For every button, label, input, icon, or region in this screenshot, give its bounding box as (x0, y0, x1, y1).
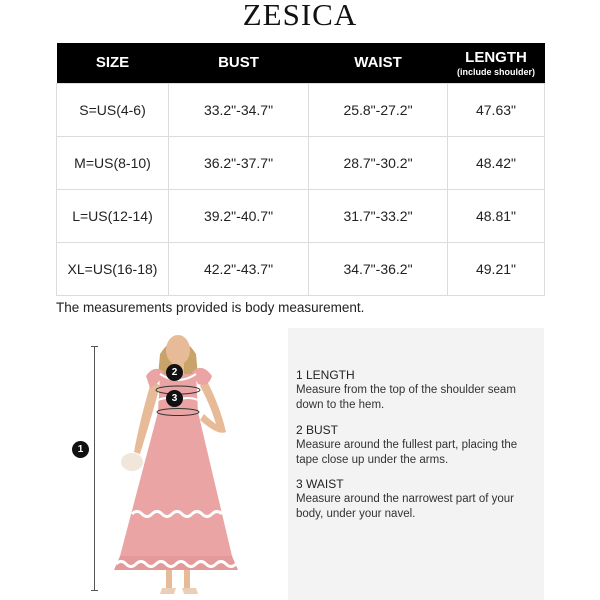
cell-size: M=US(8-10) (57, 136, 169, 189)
cell-length: 48.42" (448, 136, 545, 189)
brand-logo: ZESICA (242, 0, 358, 32)
table-row (57, 242, 545, 295)
cell-bust: 42.2"-43.7" (169, 242, 309, 295)
marker-length: 1 (72, 441, 89, 458)
marker-waist: 3 (166, 390, 183, 407)
cell-length: 47.63" (448, 83, 545, 136)
bust-title: 2 BUST (296, 423, 339, 437)
bust-description: Measure around the fullest part, placing the tape close up under the arms. (296, 439, 518, 466)
cell-waist: 31.7"-33.2" (309, 189, 448, 242)
cell-size: XL=US(16-18) (57, 242, 169, 295)
cell-bust: 36.2"-37.7" (169, 136, 309, 189)
waist-description: Measure around the narrowest part of your body, under your navel. (296, 493, 514, 520)
cell-size: L=US(12-14) (57, 189, 169, 242)
measurement-guide-panel (288, 328, 544, 600)
header-size: SIZE (57, 43, 169, 83)
cell-waist: 28.7"-30.2" (309, 136, 448, 189)
measurement-note: The measurements provided is body measurement. (56, 300, 365, 315)
cell-waist: 25.8"-27.2" (309, 83, 448, 136)
model-figure (60, 324, 280, 600)
cell-bust: 39.2"-40.7" (169, 189, 309, 242)
size-chart-table (56, 43, 545, 296)
table-row (57, 136, 545, 189)
cell-size: S=US(4-6) (57, 83, 169, 136)
cell-length: 48.81" (448, 189, 545, 242)
length-title: 1 LENGTH (296, 368, 355, 382)
length-description: Measure from the top of the shoulder seam down to the hem. (296, 384, 516, 411)
cell-waist: 34.7"-36.2" (309, 242, 448, 295)
header-waist: WAIST (309, 43, 448, 83)
table-row (57, 83, 545, 136)
cell-length: 49.21" (448, 242, 545, 295)
cell-bust: 33.2"-34.7" (169, 83, 309, 136)
marker-bust: 2 (166, 364, 183, 381)
header-bust: BUST (169, 43, 309, 83)
header-length: LENGTH (include shoulder) (448, 43, 545, 83)
table-header-row (57, 43, 545, 83)
waist-title: 3 WAIST (296, 477, 344, 491)
table-row (57, 189, 545, 242)
